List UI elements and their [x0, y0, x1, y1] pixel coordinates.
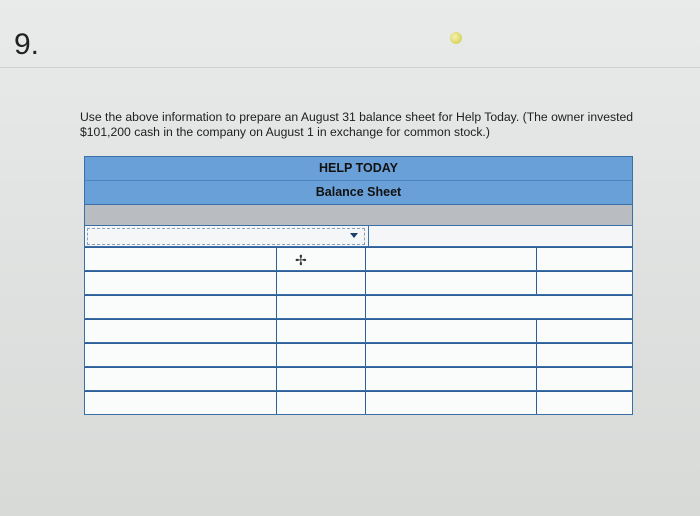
total-cell[interactable]: [536, 392, 537, 414]
amount-cell[interactable]: [276, 368, 277, 390]
amount-cell[interactable]: [368, 226, 632, 246]
account-cell[interactable]: [365, 248, 366, 270]
table-row: [84, 343, 633, 367]
amount-cell[interactable]: [276, 248, 277, 270]
total-cell[interactable]: [536, 344, 537, 366]
total-cell[interactable]: [536, 272, 537, 294]
account-cell[interactable]: [365, 344, 366, 366]
amount-cell[interactable]: [276, 272, 277, 294]
amount-cell[interactable]: [276, 392, 277, 414]
status-dot-icon: [450, 32, 462, 44]
account-cell[interactable]: [365, 272, 366, 294]
question-instructions: Use the above information to prepare an August 31 balance sheet for Help Today. (The owner invested $101,200 cash in the company on August 1 in exchange for common stock.): [80, 110, 634, 139]
table-row: [84, 247, 633, 271]
account-dropdown[interactable]: [87, 228, 365, 245]
question-number: 9.: [14, 28, 40, 61]
balance-sheet-table: [84, 156, 633, 415]
amount-cell[interactable]: [276, 296, 277, 318]
table-row: [84, 391, 633, 415]
amount-cell[interactable]: [276, 320, 277, 342]
chevron-down-icon[interactable]: [350, 233, 358, 238]
move-cursor-icon: ✢: [295, 252, 307, 268]
table-row: [84, 271, 633, 295]
table-row: [84, 367, 633, 391]
account-cell[interactable]: [365, 296, 366, 318]
table-row: [84, 319, 633, 343]
total-cell[interactable]: [536, 368, 537, 390]
table-row: [84, 295, 633, 319]
account-cell[interactable]: [365, 368, 366, 390]
statement-title-header: Balance Sheet: [84, 180, 633, 204]
section-select-row: [84, 226, 633, 247]
total-cell[interactable]: [536, 320, 537, 342]
total-cell[interactable]: [536, 248, 537, 270]
date-row: [84, 204, 633, 226]
account-cell[interactable]: [365, 320, 366, 342]
account-cell[interactable]: [365, 392, 366, 414]
divider: [0, 67, 700, 68]
company-name-header: HELP TODAY: [84, 156, 633, 180]
amount-cell[interactable]: [276, 344, 277, 366]
